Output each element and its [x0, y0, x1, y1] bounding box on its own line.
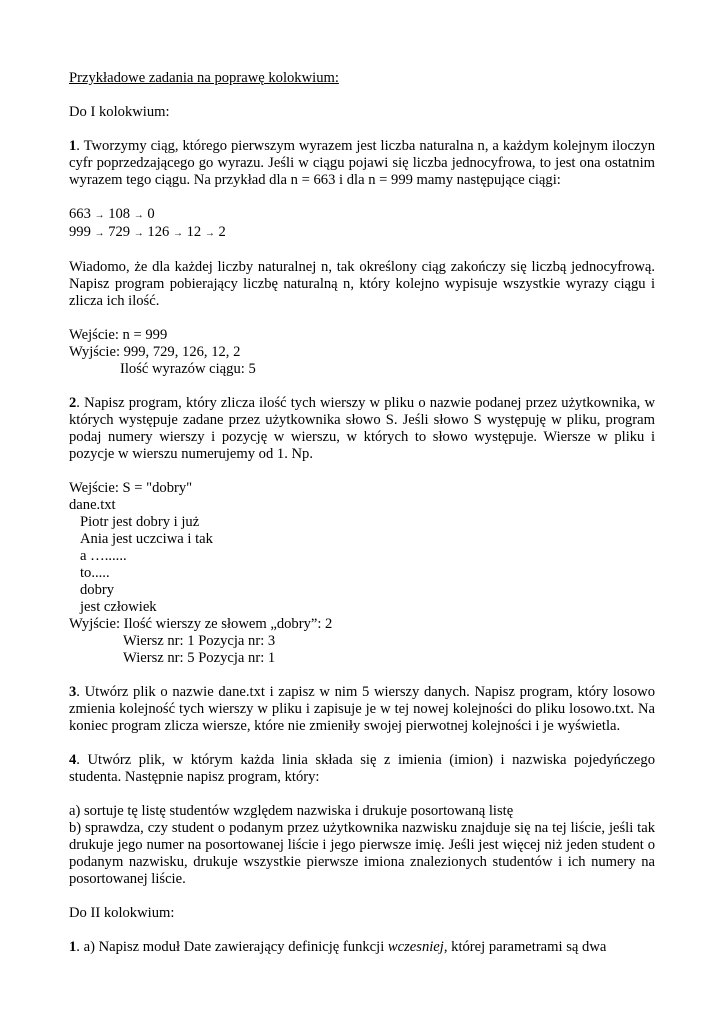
sequence-term: 999 — [69, 224, 91, 240]
sequence-term: 12 — [186, 224, 202, 240]
file-line: a …...... — [80, 548, 127, 564]
task2-number: 2 — [69, 395, 77, 411]
arrow-icon: → — [94, 210, 105, 221]
task5-paragraph — [69, 939, 655, 956]
file-line: Piotr jest dobry i już — [80, 514, 200, 530]
task2-output-line: Wiersz nr: 5 Pozycja nr: 1 — [123, 650, 276, 666]
arrow-icon: → — [172, 228, 183, 239]
task3-number: 3 — [69, 684, 77, 700]
arrow-icon: → — [133, 210, 144, 221]
task1-number: 1 — [69, 138, 77, 154]
task4-number: 4 — [69, 752, 77, 768]
task2-text: . Napisz program, który zlicza ilość tych wierszy w pliku o nazwie podanej przez użytkownika, w których występuje zadane przez użytkownika słowo S. Jeśli słowo S występuję w pliku, program podaj numery wierszy i pozycję w wierszu, w których to słowo występuje. Wiersze w pliku i pozycje w wierszu numerujemy od 1. Np. — [69, 395, 655, 462]
task4-item-b: b) sprawdza, czy student o podanym przez użytkownika nazwisku znajduje się na tej liście, jeśli tak drukuje jego numer na posortowanej liście i jego pierwsze imię. Jeśli jest więcej niż jeden student o podanym nazwisku, drukuje wszystkie pierwsze imiona znalezionych studentów i ich numery na posortowanej liście. — [69, 820, 655, 887]
task5-number: 1 — [69, 939, 77, 955]
task2-output-line: Wiersz nr: 1 Pozycja nr: 3 — [123, 633, 276, 649]
arrow-icon: → — [204, 228, 215, 239]
task3-text: . Utwórz plik o nazwie dane.txt i zapisz w nim 5 wierszy danych. Napisz program, który losowo zmienia kolejność tych wierszy w pliku i zapisuje je w tej nowej kolejności do pliku losowo.txt. Na koniec program zlicza wiersze, które nie zmieniły swojej pierwotnej kolejności i je wyświetla. — [69, 684, 655, 734]
section-heading-2: Do II kolokwium: — [69, 905, 175, 921]
file-line: to..... — [80, 565, 110, 581]
document-content — [69, 70, 655, 956]
task1-text: . Tworzymy ciąg, którego pierwszym wyrazem jest liczba naturalna n, a każdym kolejnym iloczyn cyfr poprzedzającego go wyrazu. Jeśli w ciągu pojawi się liczba jednocyfrowa, to jest ona ostatnim wyrazem tego ciągu. Na przykład dla n = 663 i dla n = 999 mamy następujące ciągi: — [69, 138, 655, 188]
task1-paragraph — [69, 138, 655, 189]
sequence-1 — [69, 206, 655, 224]
sequence-term: 0 — [147, 206, 155, 222]
sequence-term: 2 — [218, 224, 226, 240]
task2-filename: dane.txt — [69, 497, 116, 513]
file-line: Ania jest uczciwa i tak — [80, 531, 213, 547]
task2-output: Wyjście: Ilość wierszy ze słowem „dobry”: 2 — [69, 616, 333, 632]
task4-paragraph — [69, 752, 655, 786]
task5-text: . a) Napisz moduł Date zawierający definicję funkcji — [76, 939, 388, 955]
task3-paragraph — [69, 684, 655, 735]
task4-item-a: a) sortuje tę listę studentów względem nazwiska i drukuje posortowaną listę — [69, 803, 514, 819]
sequence-term: 108 — [108, 206, 131, 222]
page-title: Przykładowe zadania na poprawę kolokwium: — [69, 70, 339, 86]
task2-paragraph — [69, 395, 655, 463]
file-line: dobry — [80, 582, 115, 598]
task2-input: Wejście: S = "dobry" — [69, 480, 193, 496]
task1-output: Wyjście: 999, 729, 126, 12, 2 — [69, 344, 241, 360]
task1-input: Wejście: n = 999 — [69, 327, 168, 343]
task5-text-end: , której parametrami są dwa — [443, 939, 607, 955]
file-line: jest człowiek — [80, 599, 157, 615]
sequence-term: 663 — [69, 206, 91, 222]
sequence-2 — [69, 224, 655, 242]
function-name: wczesniej — [387, 939, 444, 955]
arrow-icon: → — [94, 228, 105, 239]
task1-paragraph-2: Wiadomo, że dla każdej liczby naturalnej n, tak określony ciąg zakończy się liczbą jednocyfrową. Napisz program pobierający liczbę naturalną n, który kolejno wypisuje wszystkie wyrazy ciągu i zlicza ich ilość. — [69, 259, 655, 309]
sequence-term: 126 — [147, 224, 170, 240]
sequence-term: 729 — [108, 224, 131, 240]
arrow-icon: → — [133, 228, 144, 239]
task4-text: . Utwórz plik, w którym każda linia składa się z imienia (imion) i nazwiska pojedyńczego studenta. Następnie napisz program, który: — [69, 752, 655, 785]
task1-output-count: Ilość wyrazów ciągu: 5 — [120, 361, 256, 377]
section-heading-1: Do I kolokwium: — [69, 104, 170, 120]
